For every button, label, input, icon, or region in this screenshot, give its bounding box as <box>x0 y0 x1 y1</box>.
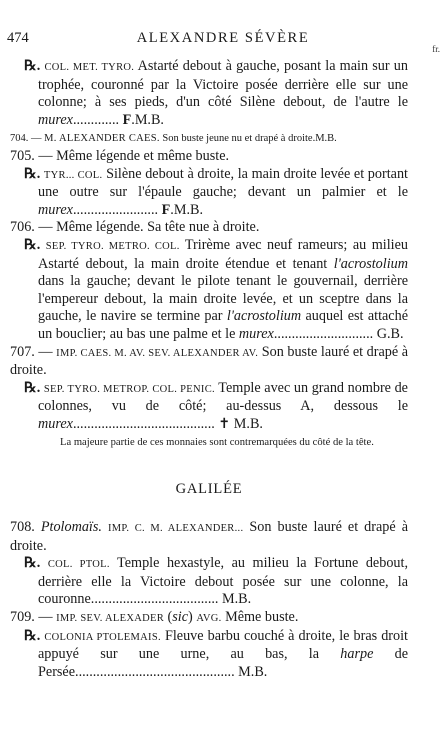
legend-text: IMP. SEV. ALEXADER <box>56 613 164 625</box>
entry-text: ............. <box>72 111 123 128</box>
entry-text: F <box>161 201 171 218</box>
entry-text: .M.B. <box>170 201 203 218</box>
reverse-description <box>10 555 408 609</box>
entry-text: .M.B. <box>131 111 164 128</box>
reverse-symbol: ℞. <box>24 236 46 253</box>
entry-text: Son buste lauré et drapé à droite. <box>10 343 409 379</box>
entry-text: Silène debout à droite, la main droite levée et portant une outre sur l'épaule gauche; devant un palmier et le <box>38 165 408 201</box>
entry-text: ) <box>188 609 197 626</box>
reverse-symbol: ℞. <box>24 627 45 644</box>
coin-entry <box>10 129 408 148</box>
reverse-description <box>10 237 408 344</box>
entry-text: ( <box>164 609 173 626</box>
entry-text: F <box>122 111 132 128</box>
legend-text: AVG. <box>196 613 222 625</box>
entry-text: harpe <box>340 646 374 663</box>
coin-entry <box>10 219 408 237</box>
coin-entry <box>10 344 408 380</box>
coin-entry <box>10 148 408 166</box>
running-title: ALEXANDRE SÉVÈRE <box>136 30 310 46</box>
reverse-symbol: ℞. <box>24 555 48 572</box>
entry-text: 708. <box>10 519 41 536</box>
legend-text: IMP. C. M. ALEXANDER... <box>107 523 244 535</box>
entry-text: Son buste jeune nu et drapé à droite. <box>159 133 316 145</box>
entry-text: Même buste. <box>221 609 299 626</box>
reverse-symbol: ℞. <box>24 379 44 396</box>
legend-text: COL. PTOL. <box>47 559 110 571</box>
reverse-description <box>10 628 408 682</box>
entry-text: 704. — <box>10 133 45 145</box>
reverse-description <box>10 166 408 220</box>
entry-text: sic <box>172 609 189 626</box>
entry-text: ........................................ ✝ M.B. <box>72 415 263 432</box>
running-header <box>0 30 446 50</box>
legend-text: SEP. TYRO. METROP. COL. PENIC. <box>43 383 215 395</box>
entry-text: auquel est attaché un bouclier; au bas une palme et le <box>38 308 408 342</box>
coin-entry <box>10 609 408 628</box>
entry-text: Trirème avec neuf rameurs; au milieu Astarté debout, la main droite étendue et tenant <box>38 236 408 272</box>
galilee-entries <box>10 519 408 681</box>
entries-list <box>10 58 408 433</box>
entry-text: 706. — Même légende. Sa tête nue à droite. <box>10 219 260 236</box>
entry-text: dans la gauche; devant le pilote tenant le gouvernail, derrière l'empereur debout, la main droite levée, et un sceptre dans la gauche, le navire se termine par <box>38 273 408 325</box>
reverse-symbol: ℞. <box>24 58 45 74</box>
page-number: 474 <box>7 30 29 46</box>
entry-text: 705. — Même légende et même buste. <box>10 147 230 164</box>
entry-text: Temple avec un grand nombre de colonnes, vu de côté; au-dessus A, dessous le <box>38 379 408 415</box>
entry-text: Temple hexastyle, au milieu la Fortune debout, derrière elle la Victoire debout posée sur une colonne, la couronne.................................... M.B. <box>38 555 408 608</box>
entry-text: ........................ <box>72 201 162 218</box>
entry-text: Fleuve barbu couché à droite, le bras droit appuyé sur une urne, au bas, la <box>38 627 408 663</box>
entry-text: M.B. <box>315 133 337 145</box>
legend-text: COL. MET. TYRO. <box>44 62 135 73</box>
legend-text: IMP. CAES. M. AV. SEV. ALEXANDER AV. <box>56 347 259 359</box>
reverse-description <box>10 380 408 434</box>
legend-text: TYR... COL. <box>43 169 103 181</box>
entry-text: de Persée............................................. M.B. <box>38 646 408 680</box>
entry-text: murex <box>238 325 274 342</box>
entry-text: l'acrostolium <box>333 255 408 272</box>
entry-text: Astarté debout à gauche, posant la main sur un trophée, couronné par la Victoire posée derrière elle sur une colonne; à ses pieds, d'un côté Silène debout, de l'autre le <box>38 58 408 111</box>
entry-text: 709. — <box>10 609 57 626</box>
entry-text: ............................ G.B. <box>273 325 404 342</box>
entry-text: Ptolomaïs. <box>40 519 102 536</box>
entry-text: Son buste lauré et drapé à droite. <box>10 519 408 554</box>
entry-text: murex <box>38 415 73 432</box>
section-title: GALILÉE <box>175 481 243 498</box>
entry-text: murex <box>38 111 73 128</box>
legend-text: COLONIA PTOLEMAIS. <box>44 631 161 643</box>
legend-text: SEP. TYRO. METRO. COL. <box>45 240 180 252</box>
coin-entry <box>10 519 408 555</box>
entry-text: l'acrostolium <box>226 308 302 325</box>
page-body <box>10 58 408 681</box>
entry-text: 707. — <box>10 343 57 360</box>
legend-text: M. ALEXANDER CAES. <box>44 133 160 145</box>
footnote: La majeure partie de ces monnaies sont contremarquées du côté de la tête. <box>60 437 374 449</box>
margin-note: fr. <box>432 44 440 54</box>
reverse-symbol: ℞. <box>24 165 44 182</box>
reverse-description <box>10 58 408 129</box>
entry-text: murex <box>38 201 73 218</box>
